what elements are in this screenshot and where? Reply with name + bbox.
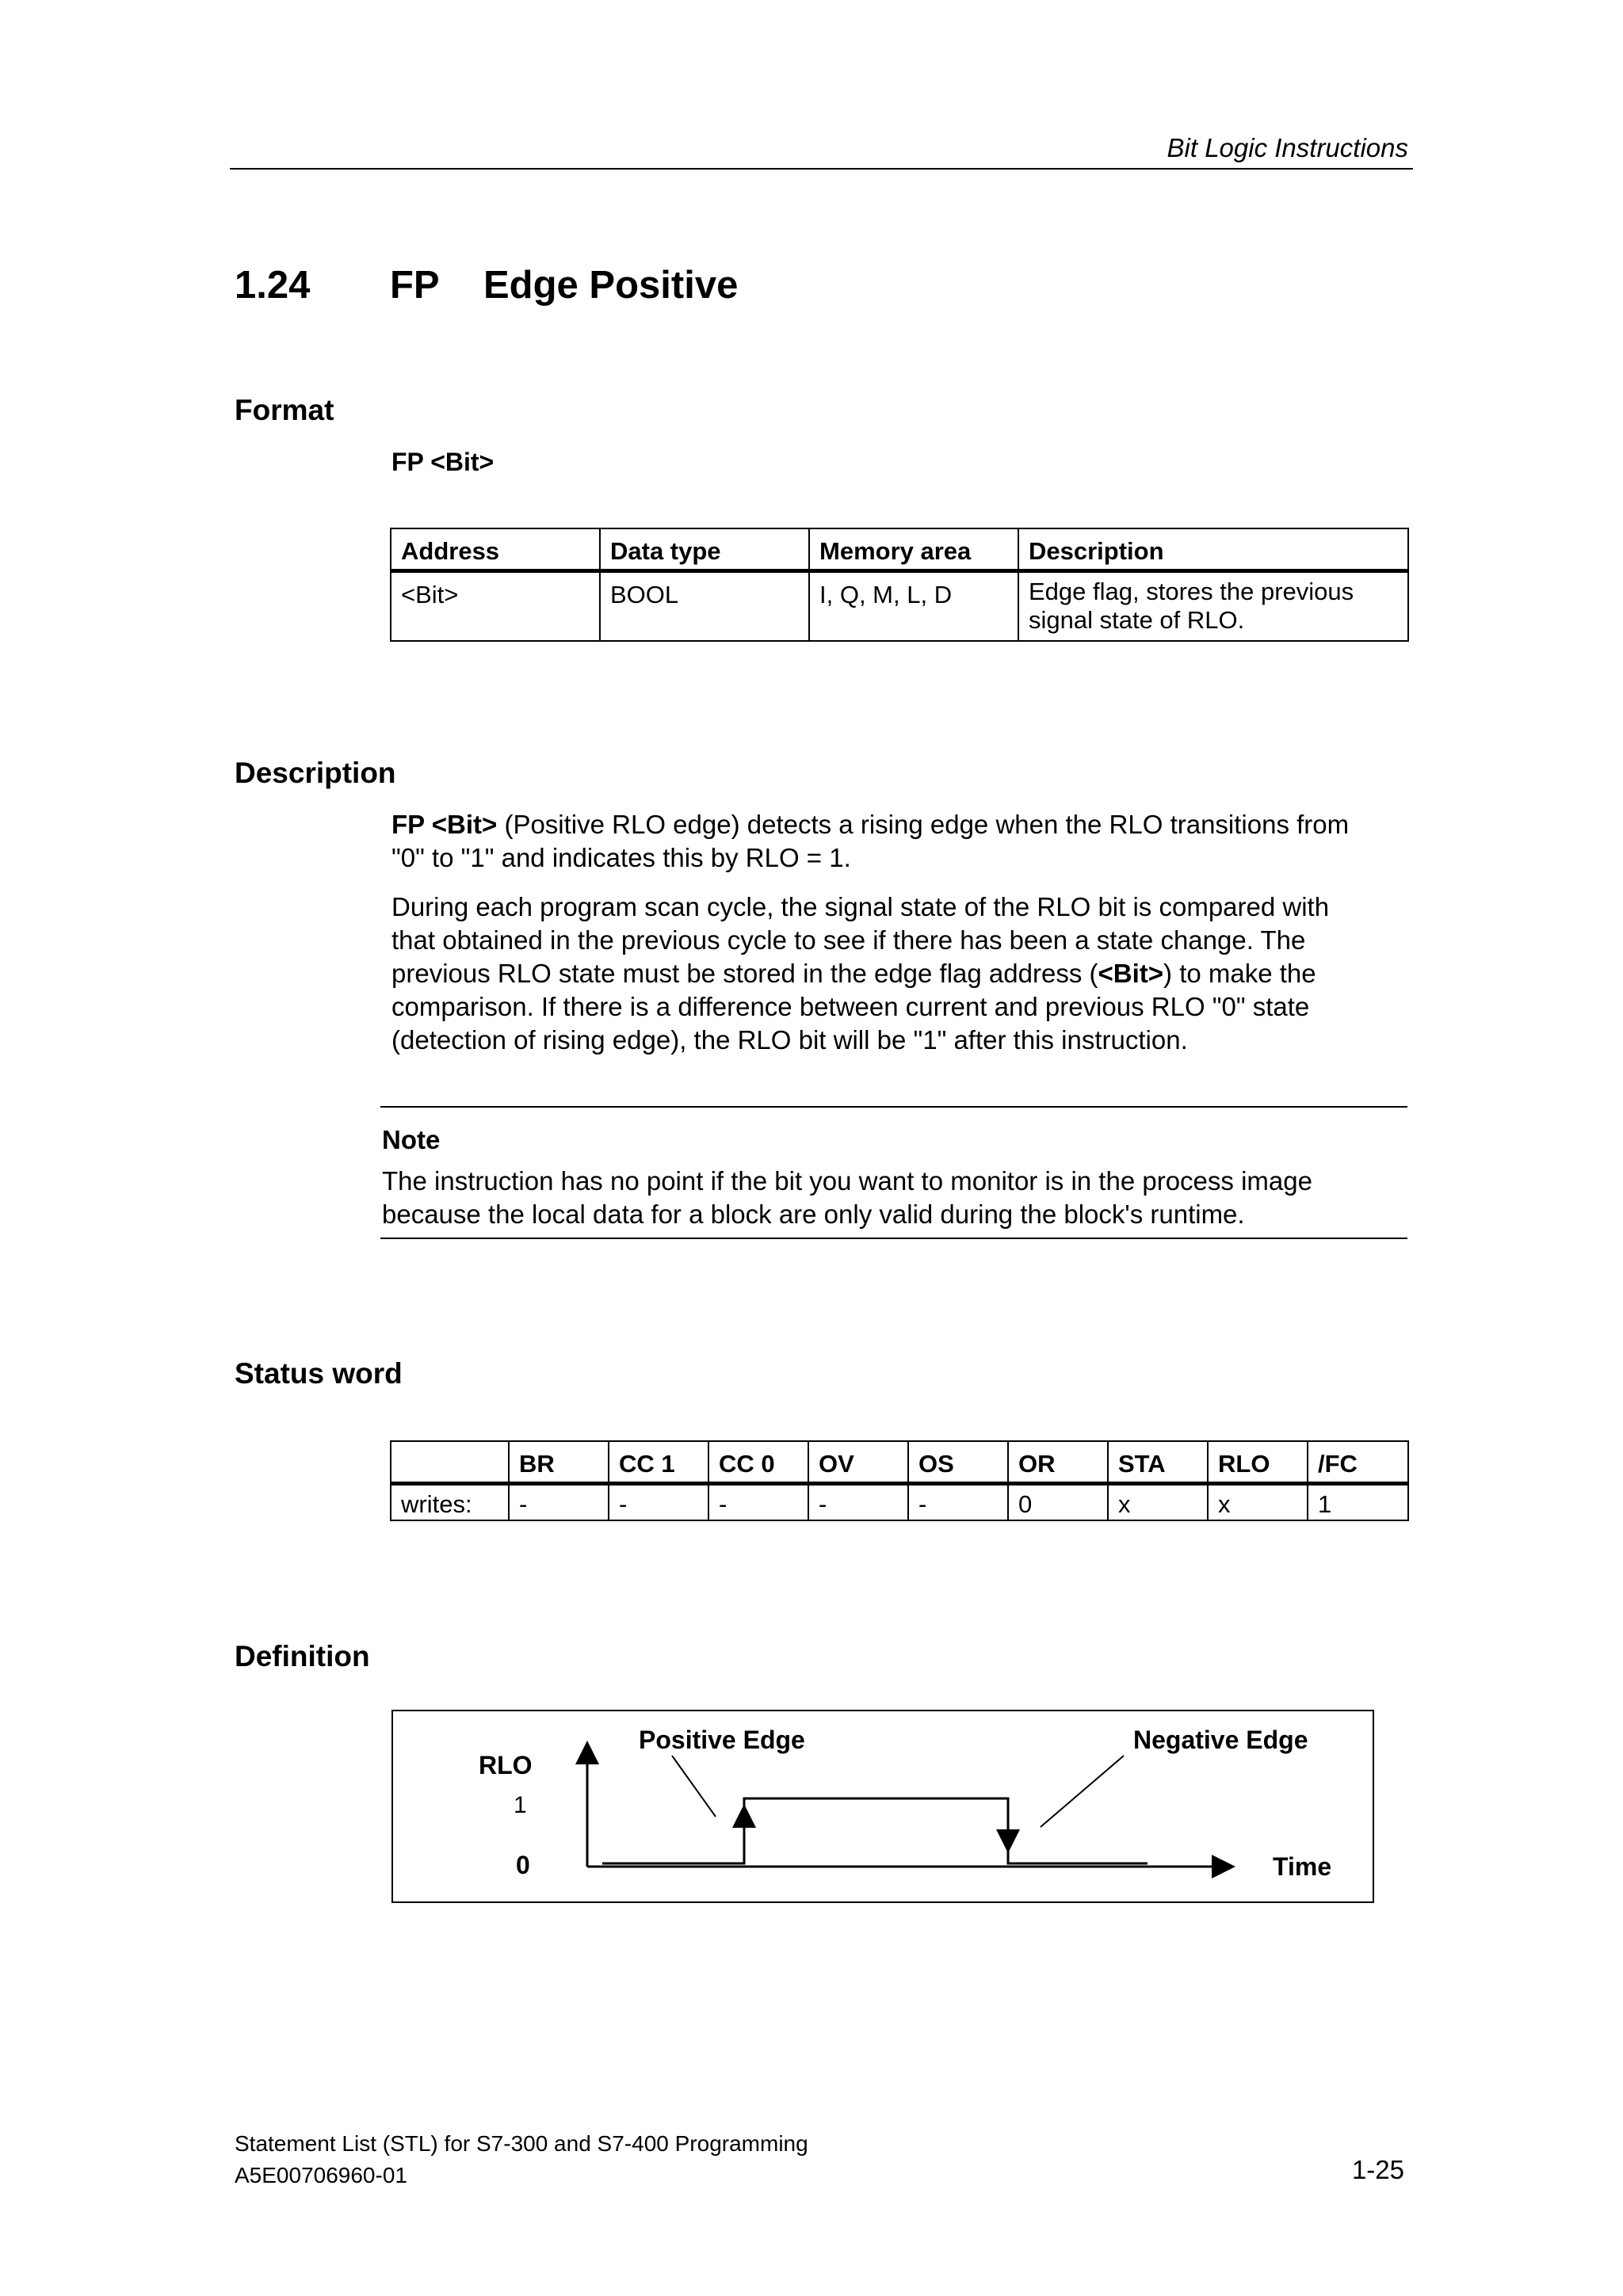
definition-heading: Definition [235, 1640, 370, 1672]
rlo-axis-label: RLO [479, 1751, 533, 1779]
status-cell-br: - [509, 1484, 609, 1520]
description-para-2 [391, 891, 1422, 1057]
note-line2: because the local data for a block are only valid during the block's runtime. [382, 1199, 1245, 1229]
note-line1: The instruction has no point if the bit you want to monitor is in the process image [382, 1166, 1312, 1196]
cell-memory-area: I, Q, M, L, D [809, 571, 1018, 641]
format-table-header [391, 528, 1408, 571]
format-heading: Format [235, 394, 334, 426]
status-cell-label: writes: [391, 1484, 509, 1520]
cell-description-line1: Edge flag, stores the previous [1029, 578, 1354, 605]
description-p1-line2: "0" to "1" and indicates this by RLO = 1. [391, 843, 851, 872]
description-p1-rest: (Positive RLO edge) detects a rising edge when the RLO transitions from [497, 810, 1350, 839]
status-col-ov: OV [808, 1441, 908, 1484]
tick-zero-label: 0 [516, 1851, 530, 1879]
footer-document-title: Statement List (STL) for S7-300 and S7-400 Programming [235, 2131, 808, 2156]
positive-edge-label: Positive Edge [639, 1726, 805, 1754]
negative-edge-pointer [1041, 1756, 1124, 1827]
time-axis-label: Time [1273, 1852, 1332, 1881]
status-col-cc0: CC 0 [708, 1441, 808, 1484]
status-col-os: OS [908, 1441, 1008, 1484]
description-p2-line2: that obtained in the previous cycle to see if there has been a state change. The [391, 925, 1306, 955]
rlo-signal-line [602, 1798, 1148, 1863]
description-p2-line1: During each program scan cycle, the signal state of the RLO bit is compared with [391, 892, 1330, 921]
status-cell-fc: 1 [1308, 1484, 1408, 1520]
status-col-cc1: CC 1 [609, 1441, 708, 1484]
cell-description [1018, 571, 1408, 641]
status-cell-ov: - [808, 1484, 908, 1520]
table-row [391, 571, 1408, 641]
status-word-table [390, 1440, 1409, 1521]
definition-diagram [391, 1710, 1374, 1903]
section-mnemonic: FP [390, 264, 440, 307]
col-data-type: Data type [600, 528, 809, 571]
description-p2-line3-pre: previous RLO state must be stored in the edge flag address ( [391, 959, 1098, 988]
footer-document-number: A5E00706960-01 [235, 2163, 407, 2187]
status-word-heading: Status word [235, 1357, 403, 1390]
status-cell-cc0: - [708, 1484, 808, 1520]
description-p2-line4: comparison. If there is a difference between current and previous RLO "0" state [391, 992, 1310, 1021]
note-title: Note [382, 1125, 441, 1154]
status-cell-os: - [908, 1484, 1008, 1520]
status-cell-cc1: - [609, 1484, 708, 1520]
status-cell-sta: x [1108, 1484, 1208, 1520]
header-rule [230, 168, 1413, 170]
description-p2-line3-bold: <Bit> [1098, 959, 1164, 988]
status-col-br: BR [509, 1441, 609, 1484]
col-description: Description [1018, 528, 1408, 571]
note-bottom-rule [380, 1238, 1407, 1239]
status-col-sta: STA [1108, 1441, 1208, 1484]
section-title: Edge Positive [483, 264, 739, 307]
negative-edge-label: Negative Edge [1133, 1726, 1308, 1754]
section-number: 1.24 [235, 264, 311, 307]
positive-edge-pointer [672, 1756, 716, 1817]
description-bold-syntax: FP <Bit> [391, 810, 498, 839]
col-address: Address [391, 528, 600, 571]
format-table [390, 528, 1409, 642]
tick-one-label: 1 [514, 1792, 527, 1818]
status-col-blank [391, 1441, 509, 1484]
status-cell-or: 0 [1008, 1484, 1108, 1520]
page-number: 1-25 [1351, 2155, 1404, 2184]
description-p2-line3-post: ) to make the [1163, 959, 1316, 988]
status-word-header [391, 1441, 1408, 1484]
note-top-rule [380, 1106, 1407, 1108]
cell-address: <Bit> [391, 571, 600, 641]
description-para-1 [391, 808, 1422, 875]
cell-description-line2: signal state of RLO. [1029, 606, 1245, 634]
status-col-rlo: RLO [1208, 1441, 1308, 1484]
format-syntax: FP <Bit> [391, 448, 495, 476]
cell-data-type: BOOL [600, 571, 809, 641]
description-heading: Description [235, 757, 396, 789]
status-col-fc: /FC [1308, 1441, 1408, 1484]
status-col-or: OR [1008, 1441, 1108, 1484]
col-memory-area: Memory area [809, 528, 1018, 571]
description-p2-line5: (detection of rising edge), the RLO bit will be "1" after this instruction. [391, 1025, 1188, 1055]
running-header: Bit Logic Instructions [1167, 133, 1408, 162]
status-cell-rlo: x [1208, 1484, 1308, 1520]
table-row [391, 1484, 1408, 1520]
note-text [382, 1165, 1412, 1231]
